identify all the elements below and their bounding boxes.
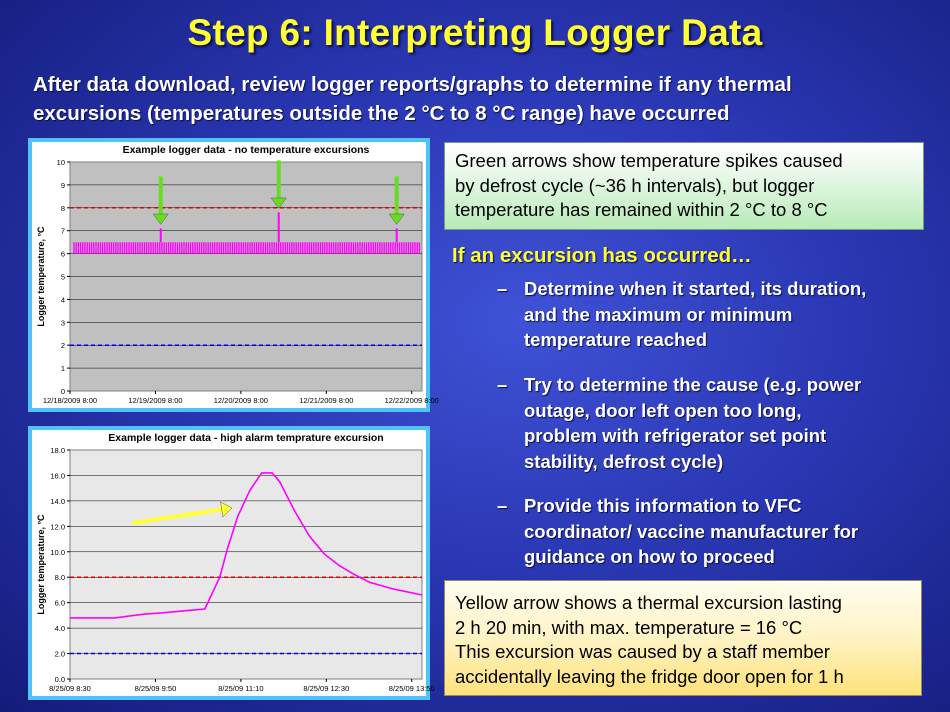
excursion-heading: If an excursion has occurred… bbox=[452, 244, 752, 267]
y-tick-label: 8 bbox=[60, 203, 65, 213]
bullet-dash: – bbox=[497, 374, 508, 395]
y-tick-label: 9 bbox=[60, 180, 65, 190]
step2-line-2: outage, door left open too long, bbox=[524, 399, 802, 421]
slide-title: Step 6: Interpreting Logger Data bbox=[187, 12, 763, 53]
bullet-dash: – bbox=[497, 278, 508, 299]
yellow-note-line-3: This excursion was caused by a staff member bbox=[455, 641, 830, 662]
plot-area bbox=[70, 450, 422, 679]
green-note-line-1: Green arrows show temperature spikes caused bbox=[455, 150, 843, 171]
y-tick-label: 7 bbox=[60, 226, 65, 236]
x-tick-label: 8/25/09 9:50 bbox=[134, 684, 177, 693]
step3-line-3: guidance on how to proceed bbox=[524, 546, 775, 567]
x-tick-label: 12/22/2009 8:00 bbox=[384, 396, 439, 405]
bullet-dash: – bbox=[497, 495, 508, 516]
y-tick-label: 2 bbox=[60, 341, 65, 351]
y-tick-label: 5 bbox=[60, 272, 65, 282]
chart-no-excursion-svg bbox=[32, 142, 439, 408]
green-arrow-note bbox=[444, 142, 924, 230]
yellow-note-line-4: accidentally leaving the fridge door open for 1 h bbox=[455, 665, 844, 687]
y-tick-label: 0.0 bbox=[54, 675, 65, 684]
chart-high-alarm-svg bbox=[32, 430, 435, 696]
x-tick-label: 8/25/09 11:10 bbox=[218, 684, 264, 693]
slide-subtitle bbox=[33, 70, 933, 128]
y-tick-label: 6 bbox=[60, 249, 65, 259]
step2-line-4: stability, defrost cycle) bbox=[524, 450, 724, 472]
step3-line-1: Provide this information to VFC bbox=[524, 495, 802, 516]
y-tick-label: 10 bbox=[56, 158, 65, 167]
green-note-line-3: temperature has remained within 2 °C to 8 °C bbox=[455, 199, 828, 220]
step1-line-1: Determine when it started, its duration, bbox=[524, 278, 867, 299]
chart-high-alarm-excursion bbox=[28, 426, 435, 700]
step1-line-3: temperature reached bbox=[524, 329, 708, 350]
y-tick-label: 4.0 bbox=[54, 624, 65, 634]
chart-title: Example logger data - no temperature excursions bbox=[122, 144, 370, 156]
y-tick-label: 0 bbox=[60, 387, 65, 396]
x-tick-label: 12/20/2009 8:00 bbox=[213, 396, 268, 405]
y-axis-label: Logger temperature, °C bbox=[36, 226, 46, 327]
subtitle-line-1: After data download, review logger reports/graphs to determine if any thermal bbox=[33, 73, 792, 96]
y-tick-label: 6.0 bbox=[54, 598, 65, 608]
y-tick-label: 8.0 bbox=[54, 573, 65, 583]
step3-line-2: coordinator/ vaccine manufacturer for bbox=[524, 520, 859, 542]
step2-line-1: Try to determine the cause (e.g. power bbox=[524, 374, 862, 395]
y-tick-label: 18.0 bbox=[50, 446, 65, 455]
y-axis-label: Logger temperature, °C bbox=[36, 514, 46, 615]
step2-line-3: problem with refrigerator set point bbox=[524, 425, 827, 446]
subtitle-line-2: excursions (temperatures outside the 2 °C to 8 °C range) have occurred bbox=[33, 102, 730, 125]
x-tick-label: 8/25/09 8:30 bbox=[49, 684, 91, 693]
yellow-arrow-note bbox=[444, 580, 922, 696]
yellow-note-line-2: 2 h 20 min, with max. temperature = 16 °C bbox=[455, 616, 803, 638]
chart-title: Example logger data - high alarm temprature excursion bbox=[108, 432, 384, 444]
y-tick-label: 4 bbox=[60, 295, 65, 305]
y-tick-label: 14.0 bbox=[50, 496, 65, 506]
green-note-line-2: by defrost cycle (~36 h intervals), but logger bbox=[455, 174, 815, 196]
x-tick-label: 8/25/09 13:50 bbox=[388, 684, 435, 693]
step1-line-2: and the maximum or minimum bbox=[524, 303, 793, 325]
x-tick-label: 8/25/09 12:30 bbox=[303, 684, 350, 693]
chart-no-excursion bbox=[28, 138, 439, 412]
yellow-note-line-1: Yellow arrow shows a thermal excursion lasting bbox=[455, 592, 842, 613]
y-tick-label: 16.0 bbox=[50, 471, 65, 481]
y-tick-label: 10.0 bbox=[50, 547, 65, 557]
x-tick-label: 12/21/2009 8:00 bbox=[299, 396, 354, 405]
x-tick-label: 12/18/2009 8:00 bbox=[42, 396, 98, 405]
y-tick-label: 12.0 bbox=[50, 522, 65, 532]
x-tick-label: 12/19/2009 8:00 bbox=[128, 396, 183, 405]
y-tick-label: 3 bbox=[60, 318, 65, 328]
y-tick-label: 2.0 bbox=[54, 649, 65, 659]
y-tick-label: 1 bbox=[60, 364, 65, 374]
